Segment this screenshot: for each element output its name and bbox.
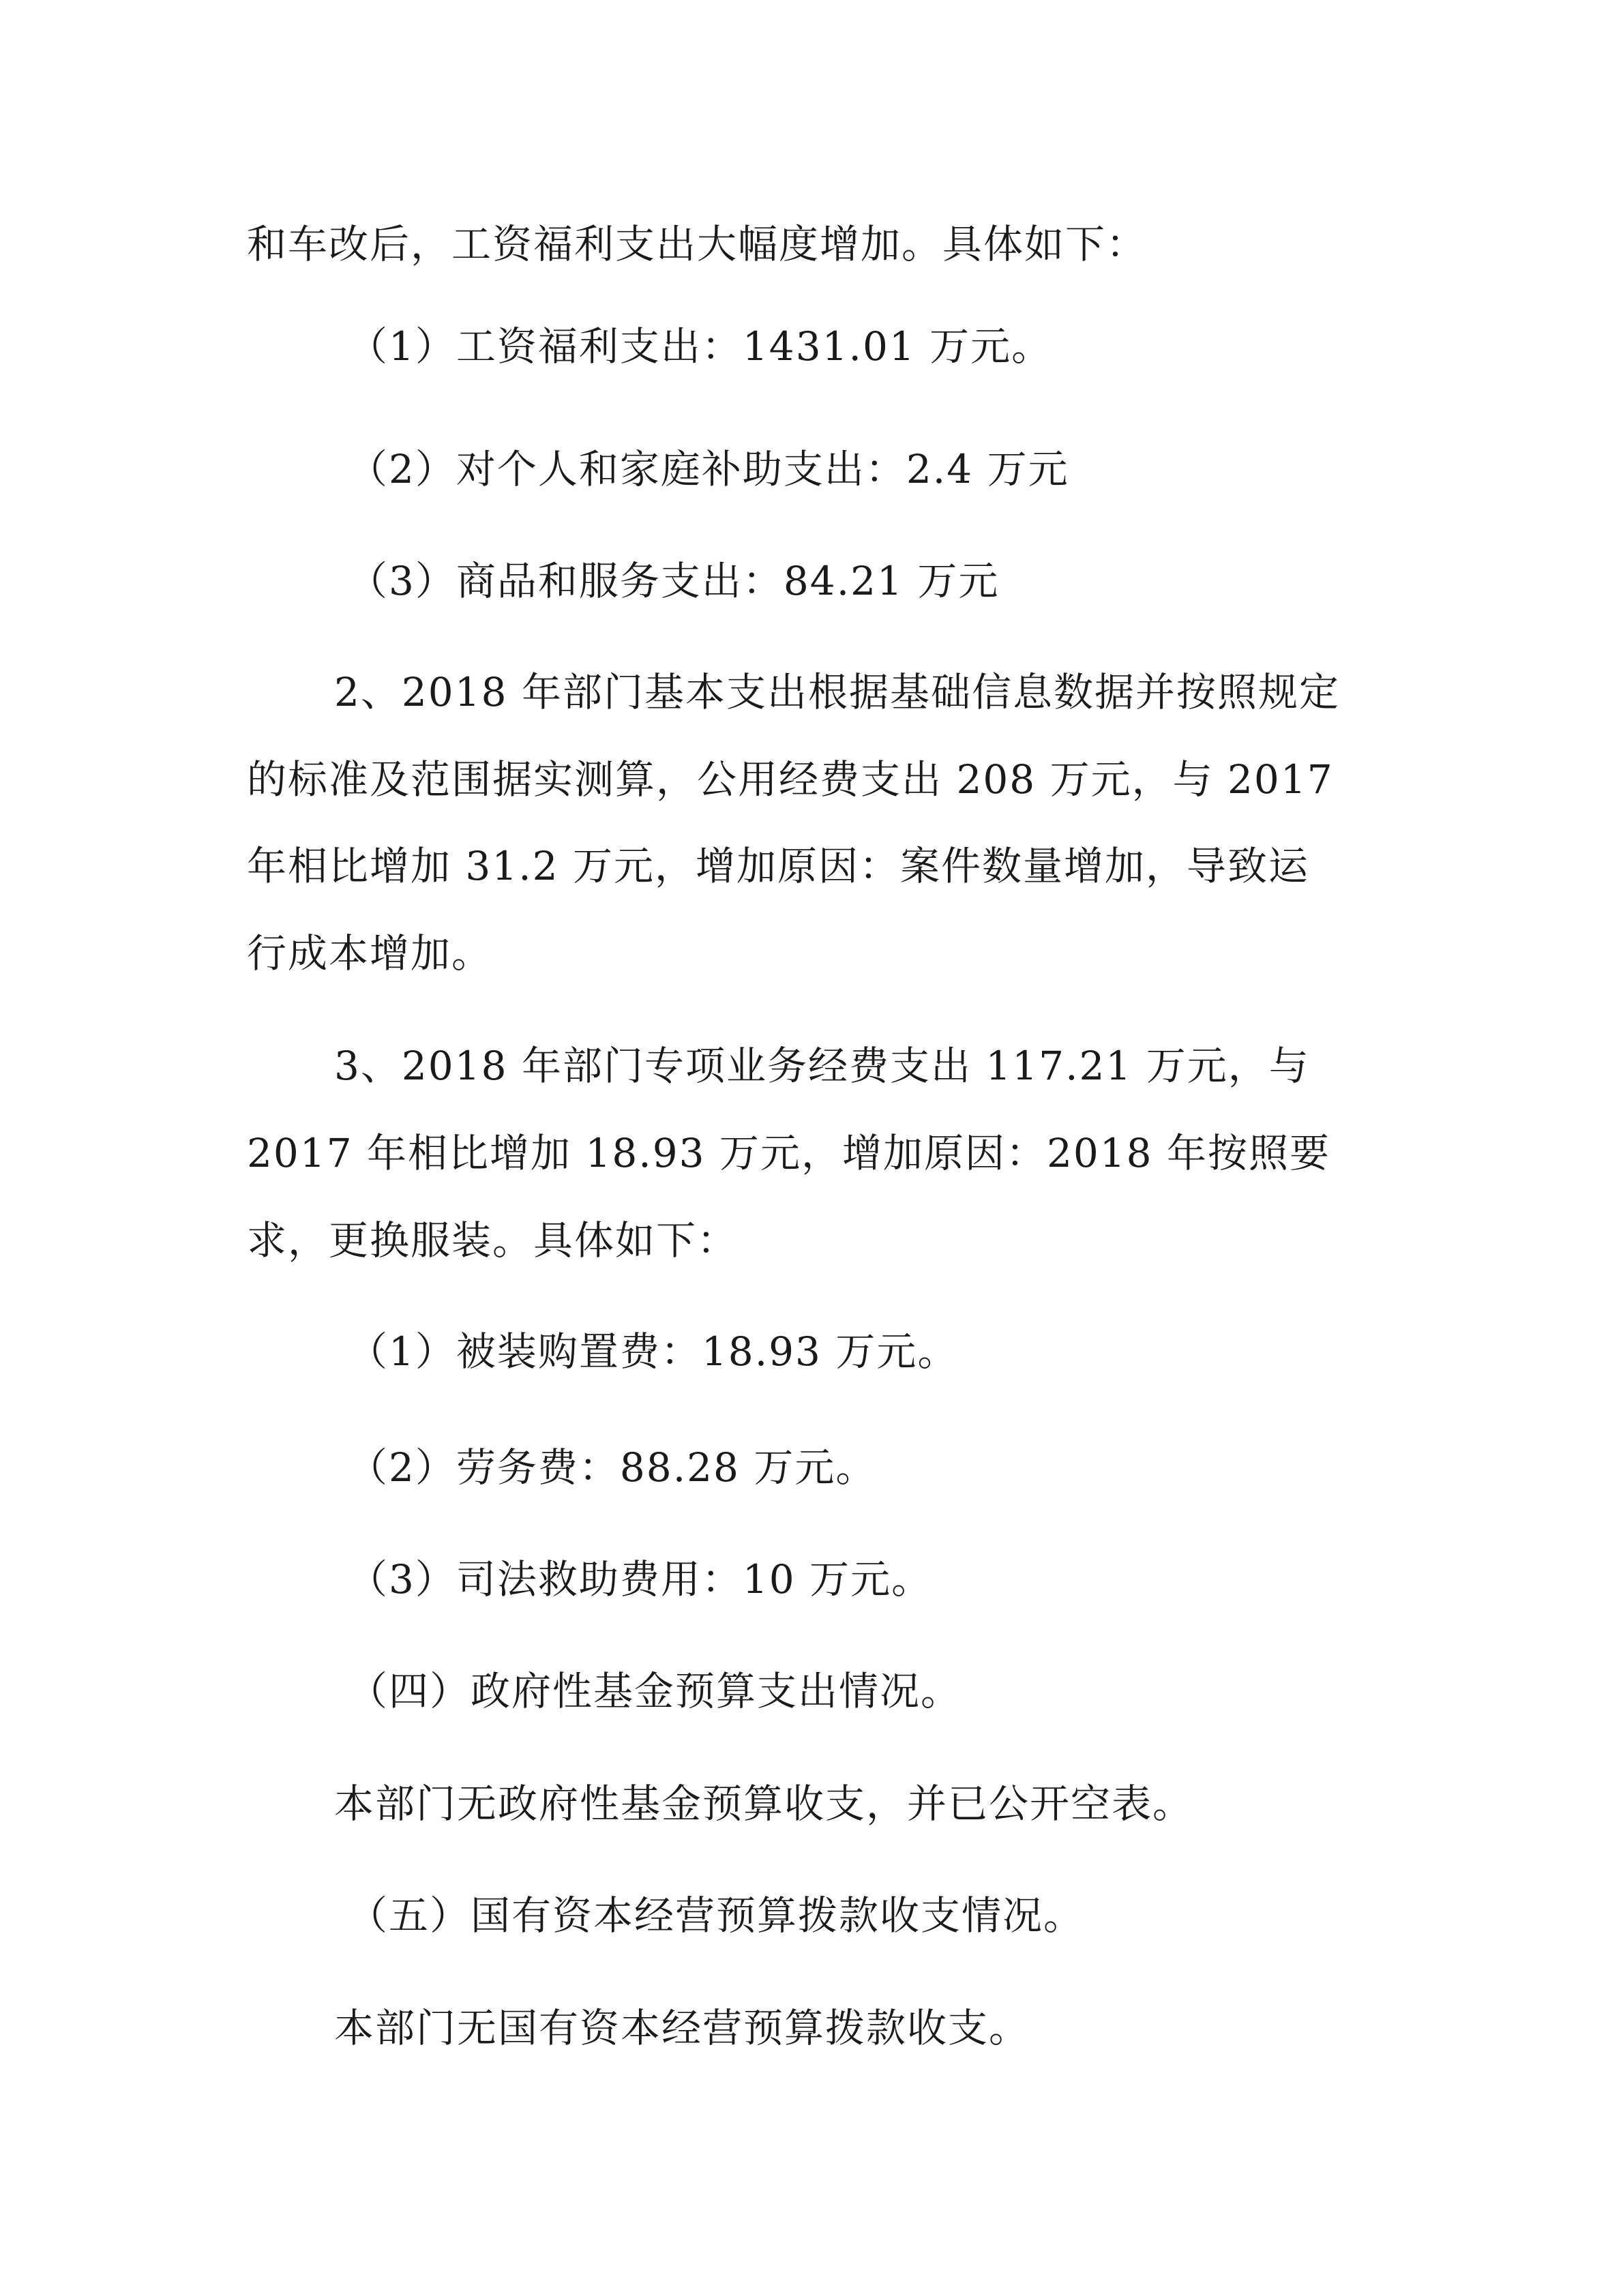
paragraph-line: 3、2018 年部门专项业务经费支出 117.21 万元，与 <box>334 1043 1310 1089</box>
paragraph-line: 本部门无国有资本经营预算拨款收支。 <box>334 2005 1030 2051</box>
paragraph-line: 本部门无政府性基金预算收支，并已公开空表。 <box>334 1780 1194 1827</box>
list-item: （1）被装购置费：18.93 万元。 <box>348 1328 959 1375</box>
list-item: （3）商品和服务支出：84.21 万元 <box>348 558 1000 604</box>
list-item: （1）工资福利支出：1431.01 万元。 <box>348 323 1053 370</box>
paragraph-line: 和车改后，工资福利支出大幅度增加。具体如下： <box>247 221 1148 267</box>
paragraph-line: 行成本增加。 <box>247 930 493 976</box>
list-item: （2）劳务费：88.28 万元。 <box>348 1444 877 1491</box>
paragraph-line: 求，更换服装。具体如下： <box>247 1217 739 1264</box>
paragraph-line: 年相比增加 31.2 万元，增加原因：案件数量增加，导致运 <box>247 843 1310 889</box>
section-heading: （五）国有资本经营预算拨款收支情况。 <box>348 1892 1085 1939</box>
list-item: （3）司法救助费用：10 万元。 <box>348 1556 933 1602</box>
paragraph-line: 2017 年相比增加 18.93 万元，增加原因：2018 年按照要 <box>247 1130 1331 1176</box>
list-item: （2）对个人和家庭补助支出：2.4 万元 <box>348 446 1069 492</box>
paragraph-line: 2、2018 年部门基本支出根据基础信息数据并按照规定 <box>334 669 1340 715</box>
section-heading: （四）政府性基金预算支出情况。 <box>348 1668 962 1714</box>
paragraph-line: 的标准及范围据实测算，公用经费支出 208 万元，与 2017 <box>247 756 1334 803</box>
